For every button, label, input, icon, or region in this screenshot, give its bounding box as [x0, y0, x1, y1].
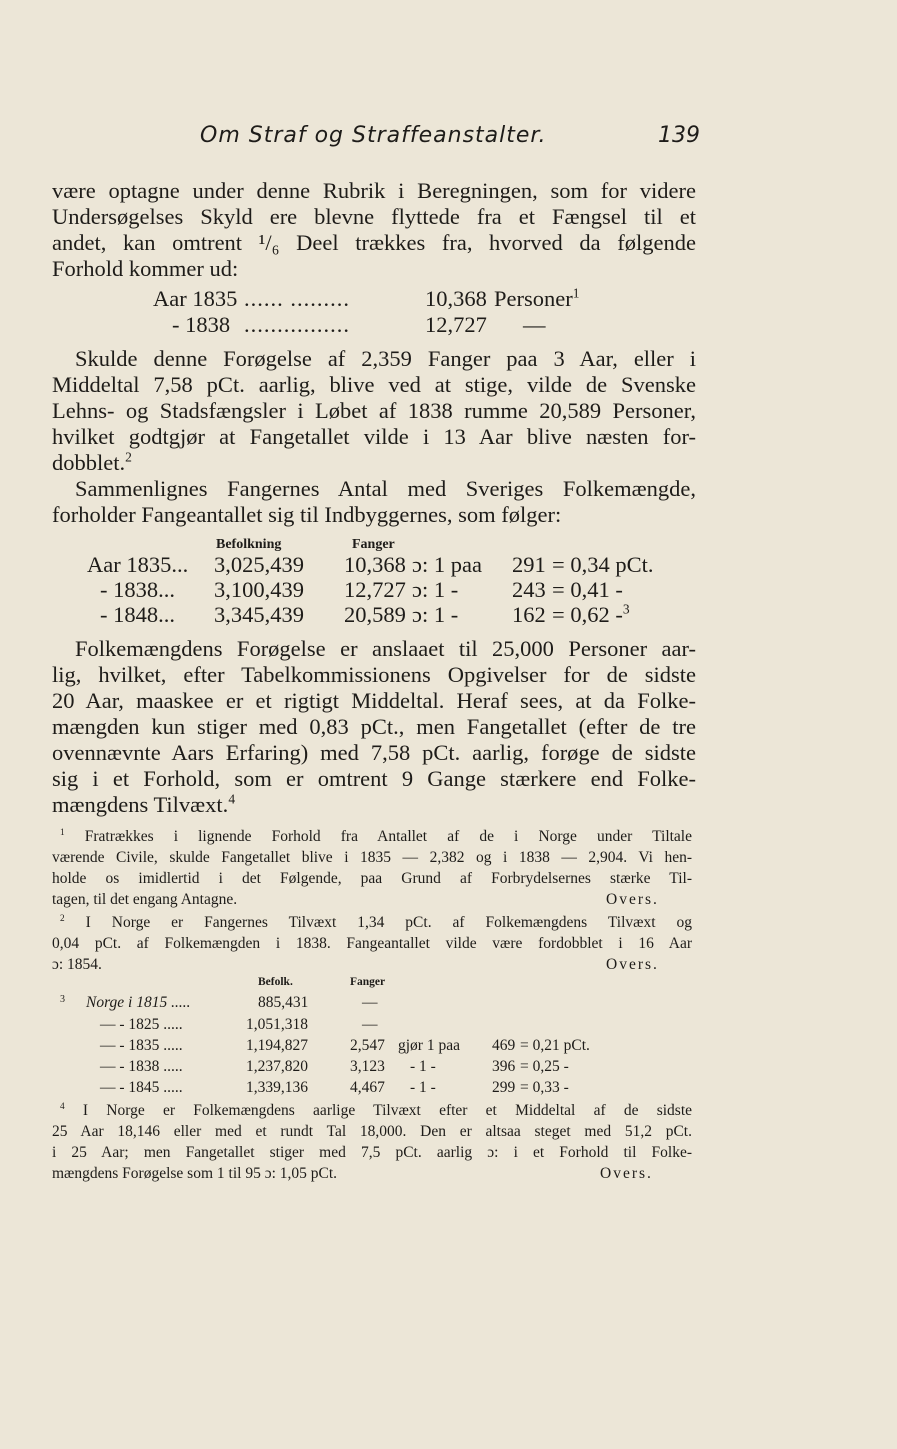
row-label: - 1838	[172, 312, 231, 337]
ratio-cell: ɔ: 1 -	[412, 577, 459, 602]
footnote-mark: 4	[60, 1101, 65, 1112]
row-value: 12,727	[425, 312, 487, 337]
row-label: Aar 1835	[153, 286, 238, 311]
translator-sign: Overs.	[606, 891, 659, 908]
footnote-line: 0,04 pCt. af Folkemængden i 1838. Fangeantallet vilde være fordobblet i 16 Aar	[52, 935, 692, 952]
text-line: dobblet.$^2$	[52, 449, 132, 475]
row-label: — - 1845 .....	[100, 1079, 183, 1096]
footnote-line: tagen, til det engang Antagne.	[52, 891, 238, 908]
per-cell: 243	[512, 577, 546, 602]
column-header: Befolk.	[258, 976, 293, 988]
row-suffix: —	[523, 312, 546, 337]
population-cell: 1,051,318	[246, 1016, 308, 1033]
year-cell: Aar 1835...	[87, 552, 189, 577]
percent-cell: = 0,41 -	[552, 577, 623, 602]
row-label: — - 1838 .....	[100, 1058, 183, 1075]
population-cell: 1,237,820	[246, 1058, 308, 1075]
text-line: Sammenlignes Fangernes Antal med Sveriges Folkemængde,	[75, 476, 696, 501]
running-title: Om Straf og Straffeanstalter.	[200, 123, 547, 148]
row-label: — - 1835 .....	[100, 1037, 183, 1054]
footnote-line: 25 Aar 18,146 eller med et rundt Tal 18,000. Den er altsaa steget med 51,2 pCt.	[52, 1123, 692, 1140]
translator-sign: Overs.	[600, 1165, 653, 1182]
column-header: Befolkning	[216, 537, 282, 552]
text-line: andet, kan omtrent ¹/₆ Deel trækkes fra, hvorved da følgende	[52, 230, 696, 255]
text-line: forholder Fangeantallet sig til Indbyggernes, som følger:	[52, 502, 562, 527]
ratio-cell: - 1 -	[410, 1079, 436, 1096]
dot-leader: ...... .........	[244, 286, 350, 311]
text-line: lig, hvilket, efter Tabelkommissionens Opgivelser for de sidste	[52, 662, 696, 687]
footnote-mark: 3	[60, 994, 65, 1005]
column-header: Fanger	[350, 976, 386, 988]
footnote-line: $^1$ Fratrækkes i lignende Forhold fra Antallet af de i Norge under Tiltale	[60, 827, 692, 845]
footnote-line: mængdens Forøgelse som 1 til 95 ɔ: 1,05 pCt.	[52, 1165, 338, 1182]
text-line: være optagne under denne Rubrik i Beregningen, som for videre	[52, 178, 696, 203]
per-cell: 291	[512, 552, 546, 577]
population-cell: 3,345,439	[214, 602, 304, 627]
text-line: Forhold kommer ud:	[52, 256, 239, 281]
ratio-cell: ɔ: 1 -	[412, 602, 459, 627]
text-line: Skulde denne Forøgelse af 2,359 Fanger paa 3 Aar, eller i	[75, 346, 696, 371]
population-cell: 3,100,439	[214, 577, 304, 602]
row-label: — - 1825 .....	[100, 1016, 183, 1033]
prisoners-cell: 2,547	[350, 1037, 385, 1054]
column-header: Fanger	[352, 537, 395, 552]
ratio-cell: - 1 -	[410, 1058, 436, 1075]
row-suffix: Personer$^1$	[494, 285, 580, 311]
page-number: 139	[658, 123, 700, 148]
text-line: mængdens Tilvæxt.$^4$	[52, 791, 236, 817]
population-cell: 3,025,439	[214, 552, 304, 577]
per-cell: 469	[492, 1037, 516, 1054]
percent-cell: = 0,21 pCt.	[520, 1037, 590, 1054]
footnote-ref: 4	[228, 791, 236, 807]
prisoners-cell: —	[362, 1016, 378, 1033]
dot-leader: ................	[244, 312, 350, 337]
prisoners-cell: 3,123	[350, 1058, 385, 1075]
population-cell: 1,339,136	[246, 1079, 308, 1096]
prisoners-cell: 4,467	[350, 1079, 385, 1096]
row-label: Norge i 1815 .....	[86, 994, 191, 1011]
per-cell: 162	[512, 602, 546, 627]
prisoners-cell: 20,589	[344, 602, 406, 627]
footnote-mark: 2	[60, 913, 65, 924]
footnote-line: værende Civile, skulde Fangetallet blive i 1835 — 2,382 og i 1838 — 2,904. Vi hen-	[52, 849, 692, 866]
footnote-ref: 2	[125, 449, 132, 465]
footnote-line: $^2$ I Norge er Fangernes Tilvæxt 1,34 pCt. af Folkemængdens Tilvæxt og	[60, 913, 692, 931]
text-line: Lehns- og Stadsfængsler i Løbet af 1838 rumme 20,589 Personer,	[52, 398, 696, 423]
text-line: 20 Aar, maaskee er et rigtigt Middeltal. Heraf sees, at da Folke-	[52, 688, 696, 713]
text-line: Folkemængdens Forøgelse er anslaaet til 25,000 Personer aar-	[75, 636, 696, 661]
footnote-ref: 3	[622, 601, 630, 617]
population-cell: 1,194,827	[246, 1037, 308, 1054]
footnote-ref: 1	[572, 285, 580, 301]
translator-sign: Overs.	[606, 956, 659, 973]
percent-cell: = 0,33 -	[520, 1079, 569, 1096]
percent-cell: = 0,25 -	[520, 1058, 569, 1075]
footnote-mark: 1	[60, 827, 65, 838]
text-line: mængden kun stiger med 0,83 pCt., men Fangetallet (efter de tre	[52, 714, 696, 739]
per-cell: 396	[492, 1058, 516, 1075]
footnote-line: holde os imidlertid i det Følgende, paa Grund af Forbrydelsernes stærke Til-	[52, 870, 692, 887]
percent-cell: = 0,34 pCt.	[552, 552, 654, 577]
text-line: hvilket godtgjør at Fangetallet vilde i 13 Aar blive næsten for-	[52, 424, 696, 449]
percent-cell: = 0,62 -$^3$	[552, 601, 630, 627]
text-line: ovennævnte Aars Erfaring) med 7,58 pCt. aarlig, forøge de sidste	[52, 740, 696, 765]
prisoners-cell: 10,368	[344, 552, 406, 577]
population-cell: 885,431	[258, 994, 309, 1011]
text-line: Middeltal 7,58 pCt. aarlig, blive ved at stige, vilde de Svenske	[52, 372, 696, 397]
prisoners-cell: 12,727	[344, 577, 406, 602]
prisoners-cell: —	[362, 994, 378, 1011]
ratio-cell: gjør 1 paa	[398, 1037, 460, 1054]
footnote-line: $^4$ I Norge er Folkemængdens aarlige Tilvæxt efter et Middeltal af de sidste	[60, 1101, 693, 1119]
footnote-line: ɔ: 1854.	[52, 956, 102, 973]
year-cell: - 1838...	[100, 577, 175, 602]
year-cell: - 1848...	[100, 602, 175, 627]
per-cell: 299	[492, 1079, 516, 1096]
row-value: 10,368	[425, 286, 487, 311]
text-line: sig i et Forhold, som er omtrent 9 Gange stærkere end Folke-	[52, 766, 696, 791]
footnote-line: i 25 Aar; men Fangetallet stiger med 7,5 pCt. aarlig ɔ: i et Forhold til Folke-	[52, 1144, 692, 1161]
text-line: Undersøgelses Skyld ere blevne flyttede fra et Fængsel til et	[52, 204, 696, 229]
ratio-cell: ɔ: 1 paa	[412, 552, 482, 577]
